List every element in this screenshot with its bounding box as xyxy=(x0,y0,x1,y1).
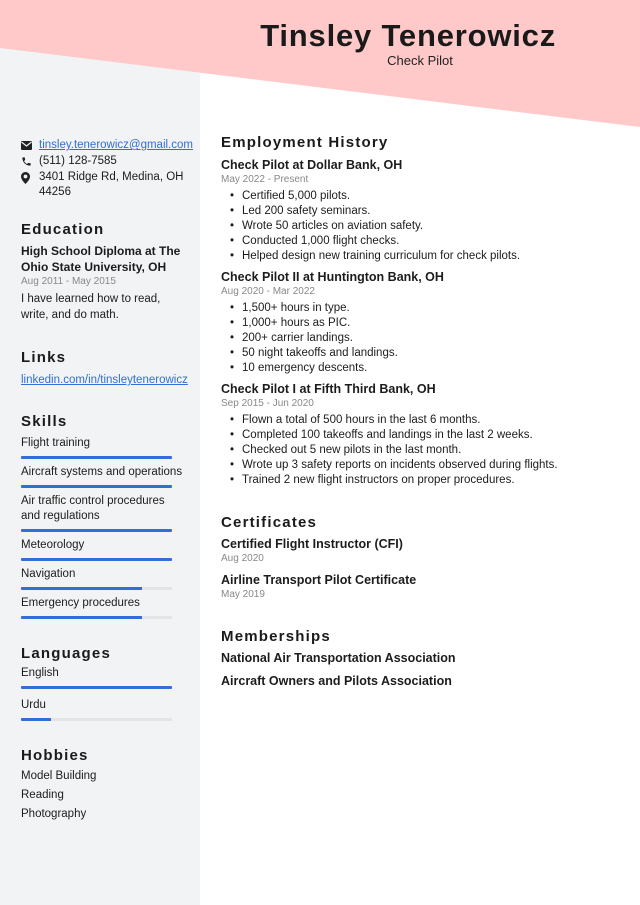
certificates-heading: Certificates xyxy=(221,514,318,531)
address: 3401 Ridge Rd, Medina, OH 44256 xyxy=(39,171,184,198)
job-bullets xyxy=(221,413,621,488)
language-level-bar xyxy=(21,686,172,689)
languages-heading: Languages xyxy=(21,645,111,662)
job-bullets xyxy=(221,301,621,376)
job-bullet: • Conducted 1,000 flight checks. xyxy=(221,234,621,249)
job-dates: May 2022 - Present xyxy=(221,174,309,185)
job-bullet: • 10 emergency descents. xyxy=(221,361,621,376)
certificate-title: Airline Transport Pilot Certificate xyxy=(221,573,417,587)
certificate-entry xyxy=(221,536,621,566)
skill-level-bar xyxy=(21,558,172,561)
hobby-item: Model Building xyxy=(21,770,97,782)
hobbies-heading: Hobbies xyxy=(21,747,89,764)
job-bullets xyxy=(221,189,621,264)
language-item xyxy=(21,666,186,689)
skill-level-bar xyxy=(21,485,172,488)
skill-item xyxy=(21,465,186,488)
job-bullet: • 200+ carrier landings. xyxy=(221,331,621,346)
skill-level-fill xyxy=(21,558,172,561)
job-bullet: • Certified 5,000 pilots. xyxy=(221,189,621,204)
job-bullet: • Helped design new training curriculum for check pilots. xyxy=(221,249,621,264)
contact-phone-row xyxy=(21,154,186,169)
skill-level-fill xyxy=(21,485,172,488)
hobbies-section xyxy=(21,747,186,824)
language-item xyxy=(21,698,186,721)
skill-level-bar xyxy=(21,616,172,619)
main-content xyxy=(221,134,621,689)
links-heading: Links xyxy=(21,349,67,366)
skill-name: Emergency procedures xyxy=(21,597,140,609)
contact-email-row xyxy=(21,138,193,153)
sidebar xyxy=(21,138,193,824)
employment-heading: Employment History xyxy=(221,134,389,151)
language-level-bar xyxy=(21,718,172,721)
job-bullet: • Completed 100 takeoffs and landings in the last 2 weeks. xyxy=(221,428,621,443)
skills-heading: Skills xyxy=(21,413,68,430)
skills-section xyxy=(21,413,186,619)
job-bullet: • 1,500+ hours in type. xyxy=(221,301,621,316)
certificate-date: Aug 2020 xyxy=(221,553,264,564)
phone-icon xyxy=(21,154,39,169)
candidate-job-title: Check Pilot xyxy=(387,53,453,68)
skill-item xyxy=(21,538,186,561)
phone-number: (511) 128-7585 xyxy=(39,155,117,167)
email-link[interactable]: tinsley.tenerowicz@gmail.com xyxy=(39,139,193,151)
education-section xyxy=(21,221,186,323)
linkedin-link[interactable]: linkedin.com/in/tinsleytenerowicz xyxy=(21,374,188,386)
job-bullet: • Checked out 5 new pilots in the last month. xyxy=(221,443,621,458)
job-dates: Aug 2020 - Mar 2022 xyxy=(221,286,315,297)
job-bullet: • Flown a total of 500 hours in the last 6 months. xyxy=(221,413,621,428)
job-title: Check Pilot I at Fifth Third Bank, OH xyxy=(221,382,436,396)
map-pin-icon xyxy=(21,170,39,185)
membership-item: Aircraft Owners and Pilots Association xyxy=(221,674,452,688)
job-entry xyxy=(221,381,621,488)
languages-section xyxy=(21,645,186,721)
job-bullet: • Trained 2 new flight instructors on proper procedures. xyxy=(221,473,621,488)
job-entry xyxy=(221,157,621,264)
skill-level-fill xyxy=(21,616,142,619)
language-name: English xyxy=(21,667,59,679)
skill-level-fill xyxy=(21,587,142,590)
skill-level-fill xyxy=(21,456,172,459)
envelope-icon xyxy=(21,138,39,153)
hobby-item: Photography xyxy=(21,808,87,820)
skill-item xyxy=(21,596,186,619)
skill-level-bar xyxy=(21,529,172,532)
language-name: Urdu xyxy=(21,699,46,711)
skill-item xyxy=(21,436,186,459)
education-dates: Aug 2011 - May 2015 xyxy=(21,276,116,287)
skill-name: Air traffic control procedures and regulations xyxy=(21,495,165,522)
skill-level-bar xyxy=(21,587,172,590)
job-bullet: • Led 200 safety seminars. xyxy=(221,204,621,219)
memberships-heading: Memberships xyxy=(221,628,331,645)
job-dates: Sep 2015 - Jun 2020 xyxy=(221,398,314,409)
membership-item: National Air Transportation Association xyxy=(221,651,456,665)
skill-level-bar xyxy=(21,456,172,459)
links-section xyxy=(21,349,186,388)
education-heading: Education xyxy=(21,221,105,238)
education-description: I have learned how to read, write, and do math. xyxy=(21,293,161,321)
job-bullet: • 50 night takeoffs and landings. xyxy=(221,346,621,361)
employment-section xyxy=(221,134,621,488)
skill-name: Meteorology xyxy=(21,539,85,551)
language-level-fill xyxy=(21,686,172,689)
certificate-date: May 2019 xyxy=(221,589,265,600)
skill-name: Flight training xyxy=(21,437,91,449)
skill-item xyxy=(21,567,186,590)
job-bullet: • Wrote 50 articles on aviation safety. xyxy=(221,219,621,234)
skill-name: Aircraft systems and operations xyxy=(21,466,183,478)
education-degree: High School Diploma at The Ohio State University, OH xyxy=(21,244,181,274)
skill-level-fill xyxy=(21,529,172,532)
certificate-entry xyxy=(221,572,621,602)
certificate-title: Certified Flight Instructor (CFI) xyxy=(221,537,403,551)
job-title: Check Pilot at Dollar Bank, OH xyxy=(221,158,403,172)
job-bullet: • 1,000+ hours as PIC. xyxy=(221,316,621,331)
certificates-section xyxy=(221,514,621,602)
job-bullet: • Wrote up 3 safety reports on incidents observed during flights. xyxy=(221,458,621,473)
job-entry xyxy=(221,269,621,376)
language-level-fill xyxy=(21,718,51,721)
memberships-section xyxy=(221,628,621,689)
contact-info xyxy=(21,138,193,200)
contact-address-row xyxy=(21,170,186,200)
candidate-name: Tinsley Tenerowicz xyxy=(260,18,556,53)
skill-name: Navigation xyxy=(21,568,76,580)
skill-item xyxy=(21,494,186,532)
job-title: Check Pilot II at Huntington Bank, OH xyxy=(221,270,444,284)
hobby-item: Reading xyxy=(21,789,64,801)
